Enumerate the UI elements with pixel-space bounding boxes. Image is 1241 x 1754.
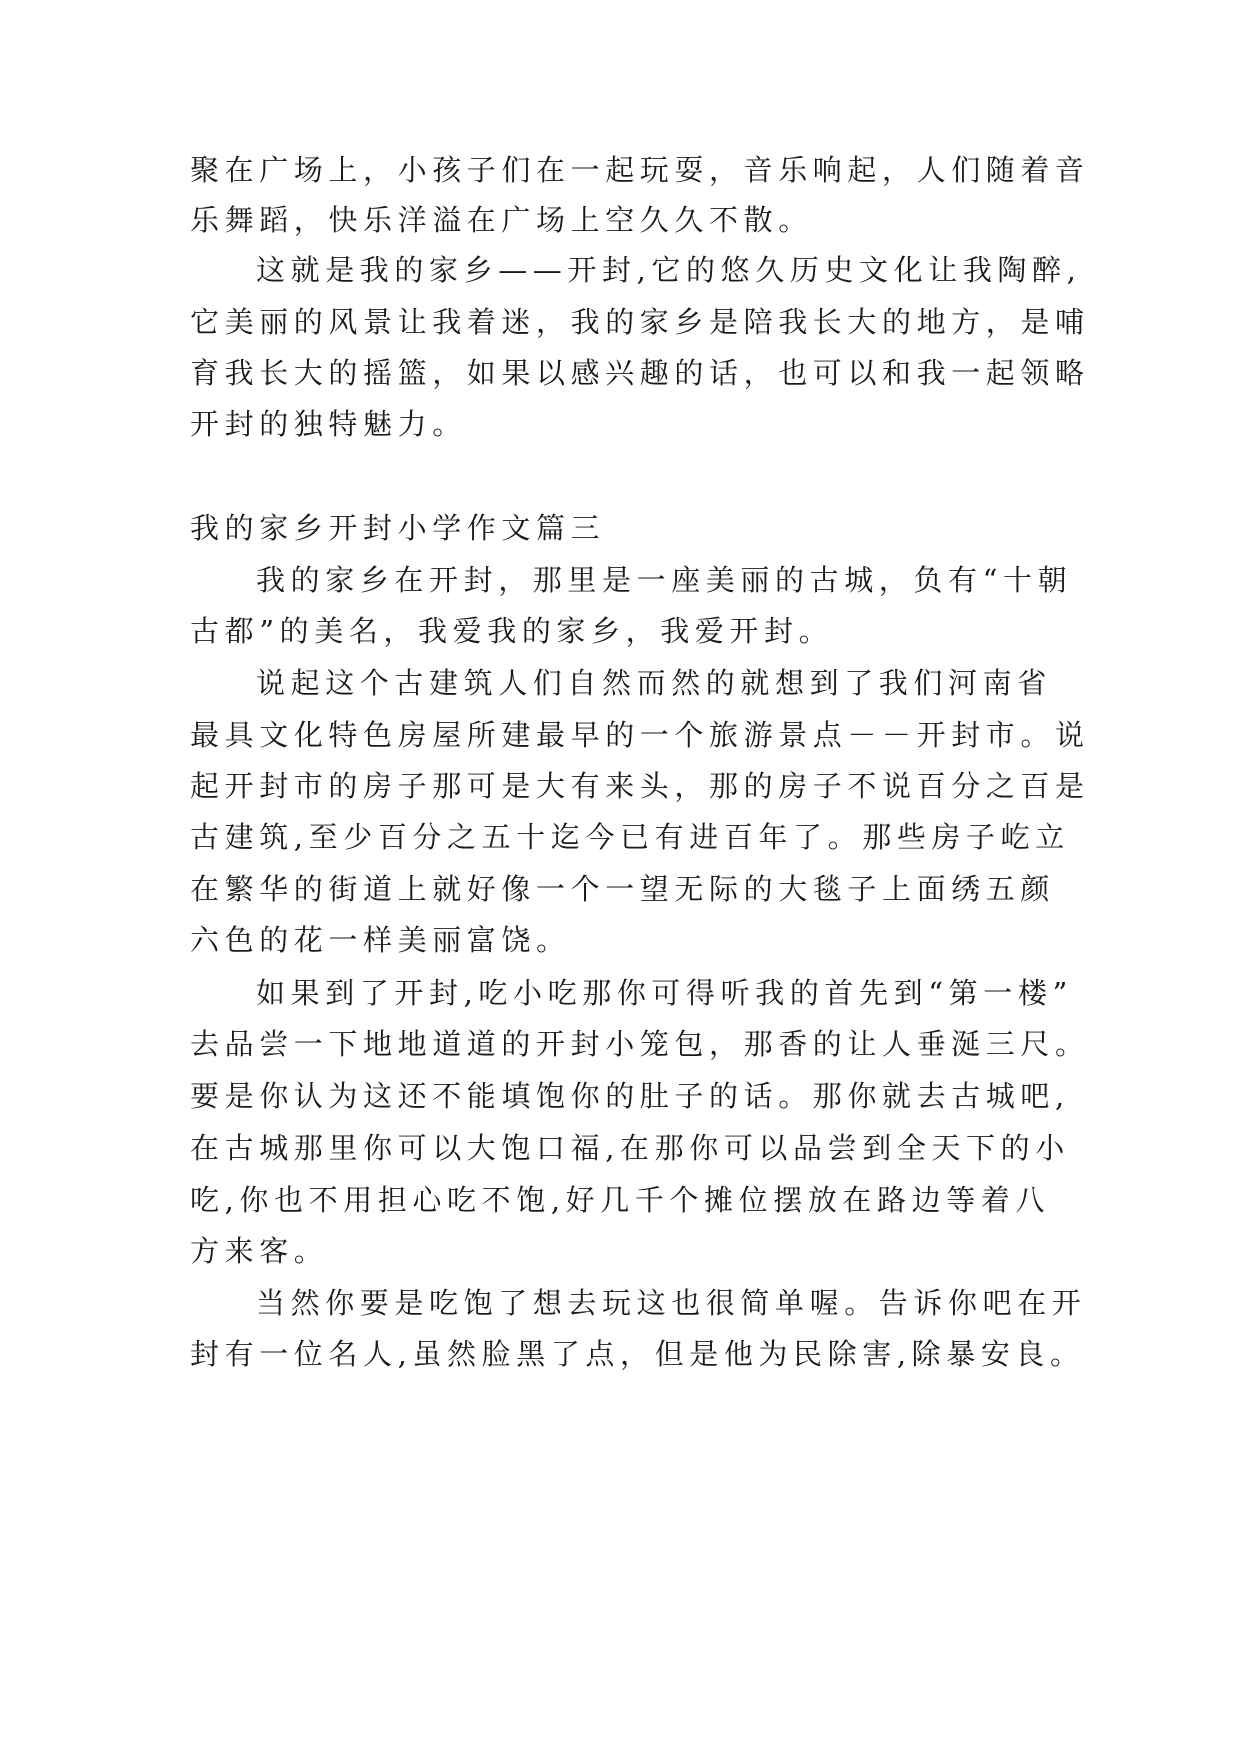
text-line-22: 当然你要是吃饱了想去玩这也很简单喔。告诉你吧在开	[256, 1286, 1087, 1320]
text-line-3: 这就是我的家乡——开封,它的悠久历史文化让我陶醉,	[256, 253, 1082, 287]
text-line-20: 吃,你也不用担心吃不饱,好几千个摊位摆放在路边等着八	[190, 1183, 1051, 1217]
section-heading: 我的家乡开封小学作文篇三	[190, 511, 606, 545]
text-line-17: 去品尝一下地地道道的开封小笼包，那香的让人垂涎三尺。	[190, 1027, 1090, 1061]
text-line-14: 在繁华的街道上就好像一个一望无际的大毯子上面绣五颜	[190, 872, 1056, 906]
text-line-15: 六色的花一样美丽富饶。	[190, 923, 571, 957]
text-line-21: 方来客。	[190, 1234, 329, 1268]
text-line-2: 乐舞蹈，快乐洋溢在广场上空久久不散。	[190, 203, 813, 237]
text-line-8: 我的家乡在开封，那里是一座美丽的古城，负有“十朝	[256, 563, 1073, 597]
text-line-5: 育我长大的摇篮，如果以感兴趣的话，也可以和我一起领略	[190, 356, 1090, 390]
text-line-12: 起开封市的房子那可是大有来头，那的房子不说百分之百是	[190, 769, 1090, 803]
text-line-16: 如果到了开封,吃小吃那你可得听我的首先到“第一楼”	[256, 976, 1073, 1010]
text-line-6: 开封的独特魅力。	[190, 407, 467, 441]
text-line-11: 最具文化特色房屋所建最早的一个旅游景点－－开封市。说	[190, 718, 1090, 752]
text-line-4: 它美丽的风景让我着迷，我的家乡是陪我长大的地方，是哺	[190, 305, 1090, 339]
text-line-9: 古都”的美名，我爱我的家乡，我爱开封。	[190, 614, 834, 648]
text-line-18: 要是你认为这还不能填饱你的肚子的话。那你就去古城吧,	[190, 1079, 1070, 1113]
text-line-23: 封有一位名人,虽然脸黑了点，但是他为民除害,除暴安良。	[190, 1337, 1085, 1371]
text-line-19: 在古城那里你可以大饱口福,在那你可以品尝到全天下的小	[190, 1131, 1070, 1165]
text-line-13: 古建筑,至少百分之五十迄今已有进百年了。那些房子屹立	[190, 820, 1070, 854]
text-line-10: 说起这个古建筑人们自然而然的就想到了我们河南省	[256, 666, 1052, 700]
text-line-1: 聚在广场上，小孩子们在一起玩耍，音乐响起，人们随着音	[190, 153, 1090, 187]
